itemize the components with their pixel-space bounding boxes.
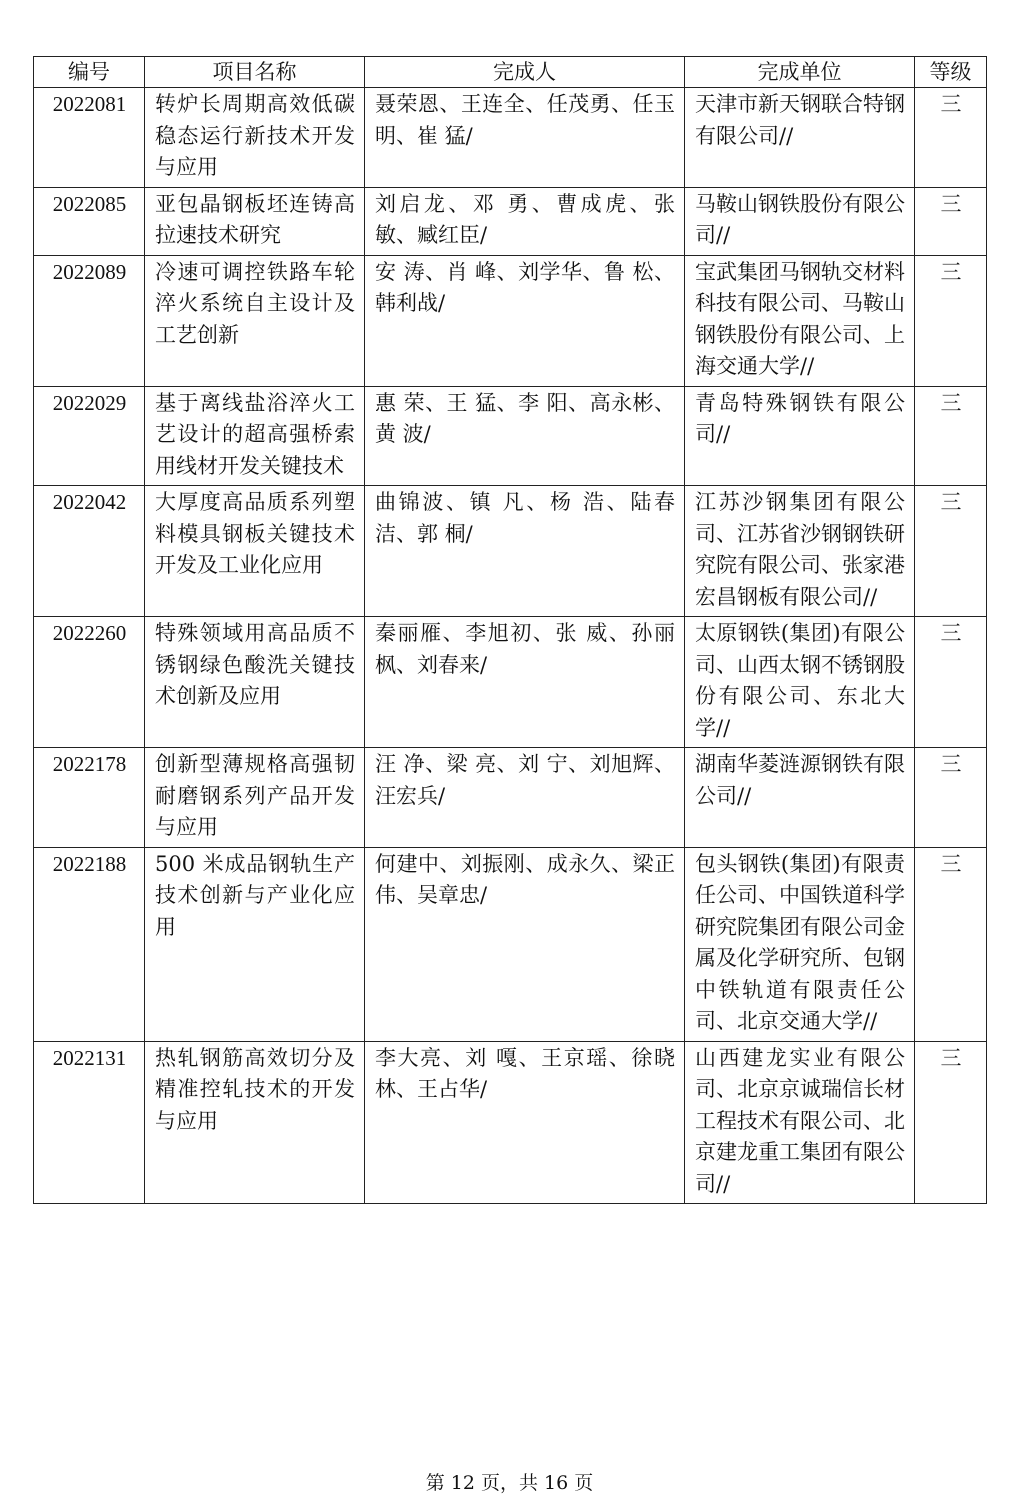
cell-project-name: 基于离线盐浴淬火工艺设计的超高强桥索用线材开发关键技术: [145, 386, 365, 486]
cell-completers: 汪 净、梁 亮、刘 宁、刘旭辉、汪宏兵/: [365, 748, 685, 848]
cell-completers: 安 涛、肖 峰、刘学华、鲁 松、韩利战/: [365, 255, 685, 386]
cell-project-name: 大厚度高品质系列塑料模具钢板关键技术开发及工业化应用: [145, 486, 365, 617]
cell-project-name: 亚包晶钢板坯连铸高拉速技术研究: [145, 187, 365, 255]
cell-id: 2022260: [34, 617, 145, 748]
cell-completers: 刘启龙、邓 勇、曹成虎、张 敏、臧红臣/: [365, 187, 685, 255]
cell-project-name: 500 米成品钢轨生产技术创新与产业化应用: [145, 847, 365, 1041]
cell-organization: 宝武集团马钢轨交材料科技有限公司、马鞍山钢铁股份有限公司、上海交通大学//: [685, 255, 915, 386]
cell-organization: 湖南华菱涟源钢铁有限公司//: [685, 748, 915, 848]
table-row: [34, 255, 987, 386]
table-row: [34, 386, 987, 486]
cell-id: 2022085: [34, 187, 145, 255]
cell-grade: 三: [915, 486, 987, 617]
cell-id: 2022178: [34, 748, 145, 848]
table-row: [34, 847, 987, 1041]
cell-grade: 三: [915, 847, 987, 1041]
award-table: [33, 56, 987, 1204]
cell-id: 2022081: [34, 88, 145, 188]
table-header: [34, 57, 987, 88]
cell-id: 2022089: [34, 255, 145, 386]
cell-project-name: 特殊领域用高品质不锈钢绿色酸洗关键技术创新及应用: [145, 617, 365, 748]
table-row: [34, 1041, 987, 1204]
header-row: [34, 57, 987, 88]
header-id: 编号: [34, 57, 145, 88]
header-project-name: 项目名称: [145, 57, 365, 88]
award-list-sheet: [33, 56, 986, 1204]
table-row: [34, 748, 987, 848]
cell-grade: 三: [915, 1041, 987, 1204]
cell-organization: 青岛特殊钢铁有限公司//: [685, 386, 915, 486]
cell-grade: 三: [915, 88, 987, 188]
cell-project-name: 热轧钢筋高效切分及精准控轧技术的开发与应用: [145, 1041, 365, 1204]
cell-completers: 李大亮、刘 嘎、王京瑶、徐晓林、王占华/: [365, 1041, 685, 1204]
cell-organization: 太原钢铁(集团)有限公司、山西太钢不锈钢股份有限公司、东北大学//: [685, 617, 915, 748]
cell-project-name: 冷速可调控铁路车轮淬火系统自主设计及工艺创新: [145, 255, 365, 386]
cell-organization: 天津市新天钢联合特钢有限公司//: [685, 88, 915, 188]
header-organization: 完成单位: [685, 57, 915, 88]
table-row: [34, 486, 987, 617]
header-completers: 完成人: [365, 57, 685, 88]
cell-organization: 山西建龙实业有限公司、北京京诚瑞信长材工程技术有限公司、北京建龙重工集团有限公司//: [685, 1041, 915, 1204]
cell-organization: 马鞍山钢铁股份有限公司//: [685, 187, 915, 255]
table-row: [34, 187, 987, 255]
cell-grade: 三: [915, 748, 987, 848]
cell-id: 2022042: [34, 486, 145, 617]
cell-completers: 秦丽雁、李旭初、张 威、孙丽枫、刘春来/: [365, 617, 685, 748]
table-row: [34, 617, 987, 748]
cell-completers: 何建中、刘振刚、成永久、梁正伟、吴章忠/: [365, 847, 685, 1041]
table-row: [34, 88, 987, 188]
cell-organization: 江苏沙钢集团有限公司、江苏省沙钢钢铁研究院有限公司、张家港宏昌钢板有限公司//: [685, 486, 915, 617]
cell-project-name: 创新型薄规格高强韧耐磨钢系列产品开发与应用: [145, 748, 365, 848]
table-body: [34, 88, 987, 1204]
cell-completers: 惠 荣、王 猛、李 阳、高永彬、黄 波/: [365, 386, 685, 486]
cell-id: 2022188: [34, 847, 145, 1041]
cell-grade: 三: [915, 187, 987, 255]
page-number-footer: 第 12 页，共 16 页: [425, 1472, 594, 1494]
cell-organization: 包头钢铁(集团)有限责任公司、中国铁道科学研究院集团有限公司金属及化学研究所、包钢中铁轨道有限责任公司、北京交通大学//: [685, 847, 915, 1041]
header-grade: 等级: [915, 57, 987, 88]
cell-grade: 三: [915, 255, 987, 386]
cell-id: 2022029: [34, 386, 145, 486]
cell-grade: 三: [915, 617, 987, 748]
cell-project-name: 转炉长周期高效低碳稳态运行新技术开发与应用: [145, 88, 365, 188]
cell-id: 2022131: [34, 1041, 145, 1204]
cell-completers: 聂荣恩、王连全、任茂勇、任玉明、崔 猛/: [365, 88, 685, 188]
cell-grade: 三: [915, 386, 987, 486]
cell-completers: 曲锦波、镇 凡、杨 浩、陆春洁、郭 桐/: [365, 486, 685, 617]
